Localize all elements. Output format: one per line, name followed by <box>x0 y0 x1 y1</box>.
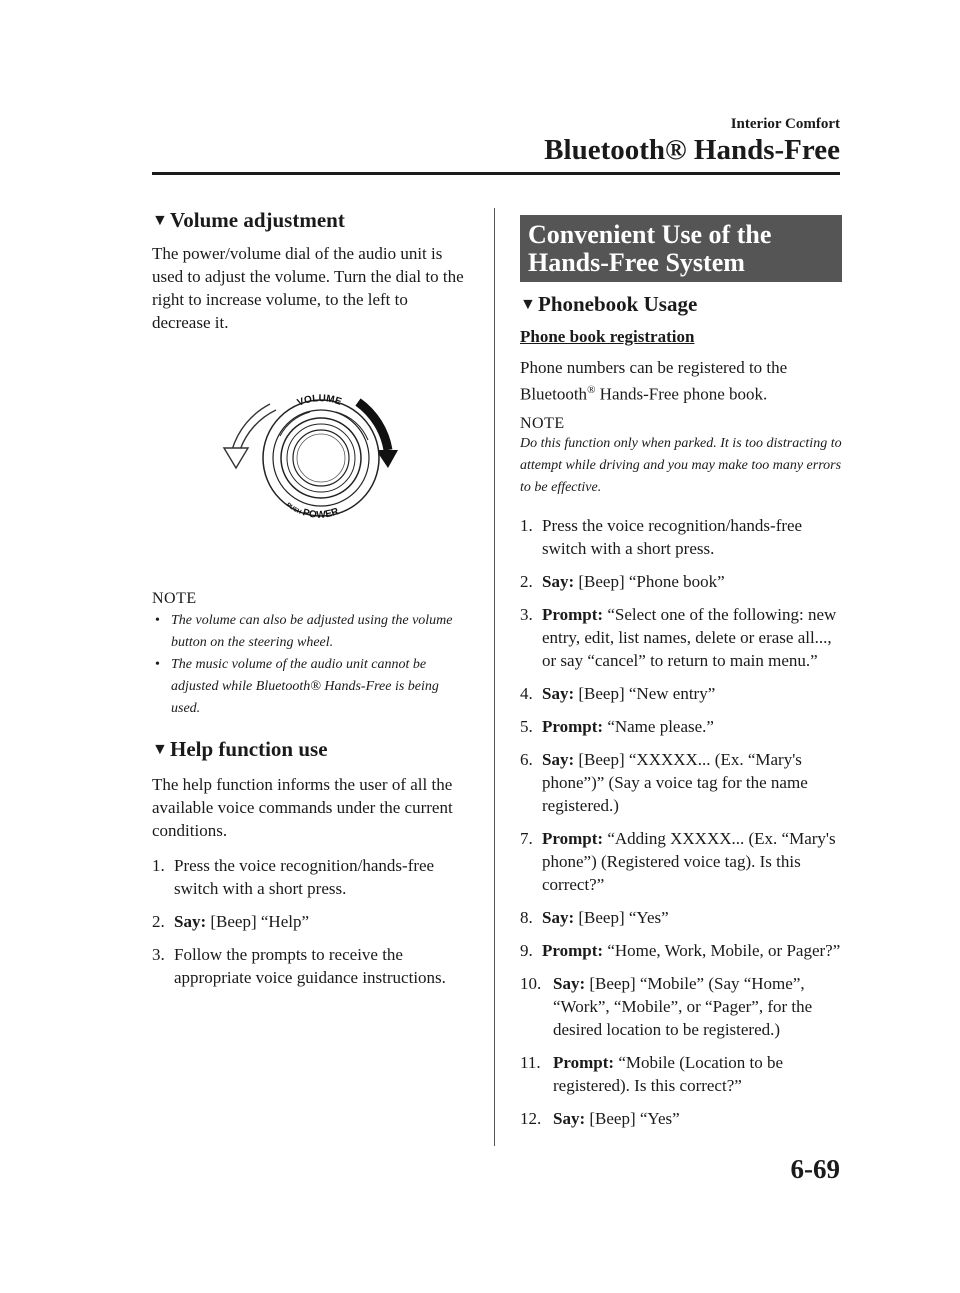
phonebook-step: 1. Press the voice recognition/hands-free switch with a short press. <box>520 515 803 558</box>
phonebook-step: 3. Prompt: “Select one of the following: new entry, edit, list names, delete or erase all..., or say “cancel” to return to main menu.” <box>520 604 837 670</box>
volume-note-label: NOTE <box>152 590 197 607</box>
help-section <box>152 737 470 999</box>
phonebook-step: 10. Say: [Beep] “Mobile” (Say “Home”, “Work”, “Mobile”, or “Pager”, for the desired location to be registered.) <box>520 973 813 1039</box>
phonebook-step: 6. Say: [Beep] “XXXXX... (Ex. “Mary's phone”)” (Say a voice tag for the name registered.) <box>520 749 808 815</box>
phonebook-step: 7. Prompt: “Adding XXXXX... (Ex. “Mary's phone”) (Registered voice tag). Is this correct?” <box>520 828 836 894</box>
right-column <box>520 215 842 1140</box>
phonebook-steps <box>520 514 842 1130</box>
phonebook-note-label: NOTE <box>520 414 565 432</box>
phonebook-intro: Phone numbers can be registered to the Bluetooth® Hands-Free phone book. <box>520 358 788 404</box>
help-step: 3. Follow the prompts to receive the appropriate voice guidance instructions. <box>152 945 446 987</box>
volume-note <box>152 590 470 720</box>
header-rule <box>152 172 840 175</box>
section-triangle-icon: ▼ <box>152 211 168 229</box>
phonebook-note-text: Do this function only when parked. It is too distracting to attempt while driving and you may make too many errors to be effective. <box>520 435 842 495</box>
volume-dial-illustration <box>218 388 404 528</box>
help-step: 2. Say: [Beep] “Help” <box>152 912 310 931</box>
section-triangle-icon: ▼ <box>152 740 168 758</box>
phonebook-step: 11. Prompt: “Mobile (Location to be registered). Is this correct?” <box>520 1052 784 1095</box>
column-divider <box>494 208 495 1146</box>
header-section-label: Interior Comfort <box>730 116 840 132</box>
volume-note-item: • The volume can also be adjusted using the volume button on the steering wheel. <box>152 610 470 654</box>
banner-line-2: Hands-Free System <box>528 248 745 277</box>
volume-heading-text: Volume adjustment <box>170 208 345 232</box>
help-heading <box>152 737 470 762</box>
left-column <box>152 208 470 334</box>
dial-power-label: POWER <box>301 506 341 521</box>
volume-note-item: • The music volume of the audio unit cannot be adjusted while Bluetooth® Hands-Free is being used. <box>152 654 470 720</box>
dial-volume-label: VOLUME <box>295 393 343 409</box>
phonebook-step: 2. Say: [Beep] “Phone book” <box>520 571 725 591</box>
volume-note-list <box>152 610 470 720</box>
dial-push-label: PUSH <box>284 502 303 516</box>
help-step: 1. Press the voice recognition/hands-free switch with a short press. <box>152 856 435 898</box>
phonebook-step: 4. Say: [Beep] “New entry” <box>520 683 716 703</box>
volume-heading <box>152 208 470 233</box>
section-triangle-icon: ▼ <box>520 295 536 313</box>
phonebook-step: 9. Prompt: “Home, Work, Mobile, or Pager?” <box>520 940 841 960</box>
phonebook-subheading: Phone book registration <box>520 327 695 346</box>
phonebook-heading <box>520 292 842 317</box>
phonebook-step: 8. Say: [Beep] “Yes” <box>520 907 669 927</box>
phonebook-step: 5. Prompt: “Name please.” <box>520 716 714 736</box>
header-title: Bluetooth® Hands-Free <box>544 134 840 166</box>
banner-line-1: Convenient Use of the <box>528 220 772 249</box>
help-steps <box>152 854 470 989</box>
phonebook-step: 12. Say: [Beep] “Yes” <box>520 1108 680 1128</box>
help-body: The help function informs the user of all the available voice commands under the current conditions. <box>152 775 453 840</box>
volume-body: The power/volume dial of the audio unit is used to adjust the volume. Turn the dial to the right to increase volume, to the left to decrease it. <box>152 244 464 332</box>
page-number: 6-69 <box>790 1154 840 1184</box>
help-heading-text: Help function use <box>170 737 328 761</box>
phonebook-heading-text: Phonebook Usage <box>538 292 698 316</box>
section-banner <box>520 215 842 282</box>
